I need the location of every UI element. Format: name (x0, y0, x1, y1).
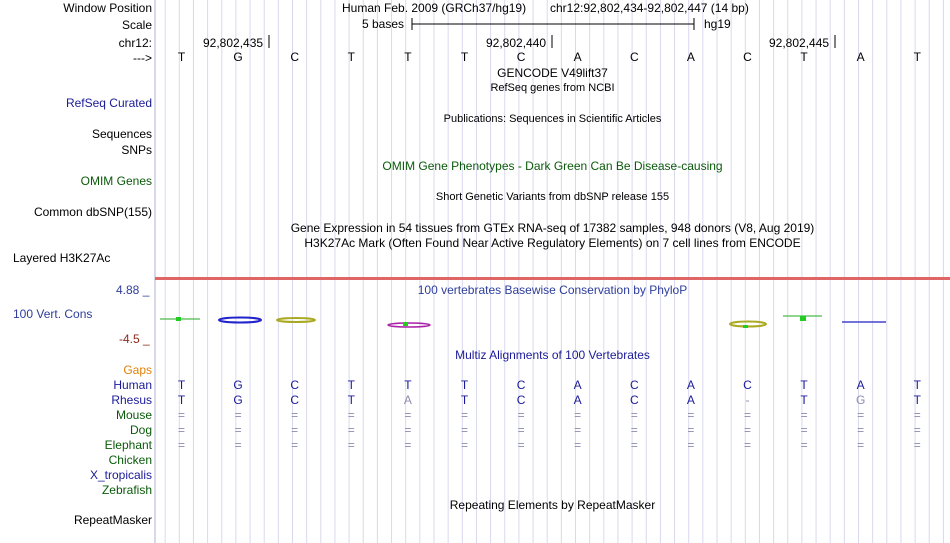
alignment-base: = (857, 423, 865, 437)
alignment-base: = (234, 408, 242, 422)
alignment-base: = (687, 423, 695, 437)
alignment-base: = (347, 438, 355, 452)
alignment-base: = (517, 423, 525, 437)
alignment-base: = (291, 438, 299, 452)
alignment-base: = (291, 423, 299, 437)
alignment-base: A (856, 378, 865, 392)
alignment-base: = (460, 423, 468, 437)
alignment-base: = (460, 408, 468, 422)
alignment-base: = (234, 438, 242, 452)
alignment-base: G (233, 393, 243, 407)
db-text: hg19 (704, 17, 731, 31)
multiz-track-title[interactable]: Multiz Alignments of 100 Vertebrates (455, 348, 650, 362)
species-label[interactable]: Chicken (108, 453, 152, 467)
repeatmasker-label[interactable]: RepeatMasker (73, 513, 152, 527)
alignment-base: A (573, 378, 582, 392)
alignment-base: T (177, 393, 186, 407)
phylop-logo-glyphs (155, 312, 950, 332)
window-position-label: Window Position (63, 1, 152, 15)
alignment-base: - (745, 393, 750, 407)
alignment-base: = (404, 408, 412, 422)
base-letter: T (913, 50, 921, 64)
omim-track-title[interactable]: OMIM Gene Phenotypes - Dark Green Can Be Disease-causing (382, 159, 723, 173)
species-label[interactable]: Rhesus (111, 393, 152, 407)
alignment-base: T (460, 378, 469, 392)
alignment-base: T (913, 393, 921, 407)
base-letter: T (177, 50, 186, 64)
base-letter: C (516, 50, 526, 64)
alignment-base: = (800, 438, 808, 452)
alignment-base: = (517, 438, 525, 452)
alignment-base: = (630, 423, 638, 437)
alignment-base: = (630, 438, 638, 452)
alignment-base: C (743, 378, 752, 392)
alignment-base: = (291, 408, 299, 422)
base-letter: T (460, 50, 469, 64)
sequences-label[interactable]: Sequences (91, 127, 152, 141)
alignment-base: A (403, 393, 412, 407)
h3k27ac-track-title[interactable]: H3K27Ac Mark (Often Found Near Active Regulatory Elements) on 7 cell lines from ENCODE (304, 236, 801, 250)
alignment-base: A (573, 393, 582, 407)
alignment-base: = (404, 423, 412, 437)
alignment-base: T (404, 378, 412, 392)
alignment-base: = (630, 408, 638, 422)
alignment-base: C (290, 378, 300, 392)
alignment-base: = (177, 408, 185, 422)
ruler-tick-label: 92,802,440 (486, 36, 547, 50)
base-letter: C (290, 50, 300, 64)
alignment-base: = (743, 423, 751, 437)
base-letter: A (686, 50, 695, 64)
alignment-base: = (687, 438, 695, 452)
common-dbsnp-label[interactable]: Common dbSNP(155) (33, 205, 152, 219)
alignment-base: = (743, 438, 751, 452)
ruler-tick-marks (0, 34, 950, 50)
alignment-base: G (856, 393, 866, 407)
gtex-track-title[interactable]: Gene Expression in 54 tissues from GTEx RNA-seq of 17382 samples, 948 donors (V8, Aug 2019) (290, 221, 815, 235)
species-label[interactable]: Zebrafish (101, 483, 152, 497)
alignment-base: = (574, 423, 582, 437)
refseq-track-subtitle: RefSeq genes from NCBI (490, 82, 615, 94)
chrom-label: chr12: (118, 36, 152, 50)
alignment-base: C (629, 393, 639, 407)
assembly-text: Human Feb. 2009 (GRCh37/hg19) (342, 1, 527, 15)
species-label[interactable]: Dog (129, 423, 152, 437)
alignment-base: C (516, 393, 526, 407)
base-letter: C (629, 50, 639, 64)
ruler-tick-label: 92,802,435 (203, 36, 264, 50)
base-letter: A (573, 50, 582, 64)
alignment-base: T (177, 378, 186, 392)
repeatmasker-track-title[interactable]: Repeating Elements by RepeatMasker (449, 498, 656, 512)
alignment-base: = (743, 408, 751, 422)
ruler-tick-label: 92,802,445 (769, 36, 830, 50)
base-letter: T (800, 50, 808, 64)
vert-cons-label[interactable]: 100 Vert. Cons (13, 307, 93, 321)
alignment-base: = (177, 423, 185, 437)
alignment-base: = (857, 438, 865, 452)
alignment-base: = (913, 438, 921, 452)
species-label[interactable]: X_tropicalis (89, 468, 152, 482)
track-separator (155, 277, 950, 280)
alignment-base: = (857, 408, 865, 422)
base-letter: T (347, 50, 355, 64)
alignment-base: = (574, 408, 582, 422)
alignment-base: = (800, 423, 808, 437)
gaps-label[interactable]: Gaps (123, 363, 152, 377)
alignment-base: C (290, 393, 300, 407)
omim-genes-label[interactable]: OMIM Genes (80, 174, 152, 188)
alignment-base: T (460, 393, 469, 407)
alignment-base: T (800, 378, 808, 392)
strand-label: ---> (133, 51, 152, 65)
alignment-base: = (347, 408, 355, 422)
snps-label[interactable]: SNPs (121, 143, 152, 157)
layered-h3k27ac-label[interactable]: Layered H3K27Ac (13, 251, 111, 265)
alignment-base: T (347, 393, 355, 407)
conservation-max-label: 4.88 _ (116, 283, 150, 297)
alignment-base: = (404, 438, 412, 452)
conservation-min-label: -4.5 _ (119, 332, 150, 346)
base-letter: A (856, 50, 865, 64)
alignment-base: T (347, 378, 355, 392)
position-text: chr12:92,802,434-92,802,447 (14 bp) (550, 1, 749, 15)
alignment-base: = (800, 408, 808, 422)
base-letter: G (233, 50, 243, 64)
scale-text: 5 bases (362, 17, 405, 31)
publications-track-title[interactable]: Publications: Sequences in Scientific Articles (443, 113, 662, 125)
alignment-base: = (347, 423, 355, 437)
alignment-base: = (460, 438, 468, 452)
alignment-base: A (686, 378, 695, 392)
alignment-base: C (516, 378, 526, 392)
alignment-base: C (629, 378, 639, 392)
scale-label: Scale (121, 18, 152, 32)
alignment-base: = (687, 408, 695, 422)
species-label[interactable]: Elephant (104, 438, 152, 452)
alignment-base: G (233, 378, 243, 392)
species-label[interactable]: Mouse (115, 408, 152, 422)
scale-bar (410, 17, 700, 31)
alignment-base: A (686, 393, 695, 407)
alignment-base: = (913, 408, 921, 422)
gencode-track-title[interactable]: GENCODE V49lift37 (497, 66, 608, 80)
alignment-base: = (234, 423, 242, 437)
alignment-base: T (800, 393, 808, 407)
dbsnp-track-title[interactable]: Short Genetic Variants from dbSNP release 155 (435, 191, 670, 203)
base-letter: C (743, 50, 752, 64)
base-letter: T (404, 50, 412, 64)
phylop-track-title[interactable]: 100 vertebrates Basewise Conservation by PhyloP (417, 283, 688, 297)
species-label[interactable]: Human (113, 378, 152, 392)
alignment-base: = (517, 408, 525, 422)
alignment-base: = (574, 438, 582, 452)
alignment-base: = (913, 423, 921, 437)
alignment-base: T (913, 378, 921, 392)
alignment-base: = (177, 438, 185, 452)
refseq-curated-label[interactable]: RefSeq Curated (65, 96, 152, 110)
